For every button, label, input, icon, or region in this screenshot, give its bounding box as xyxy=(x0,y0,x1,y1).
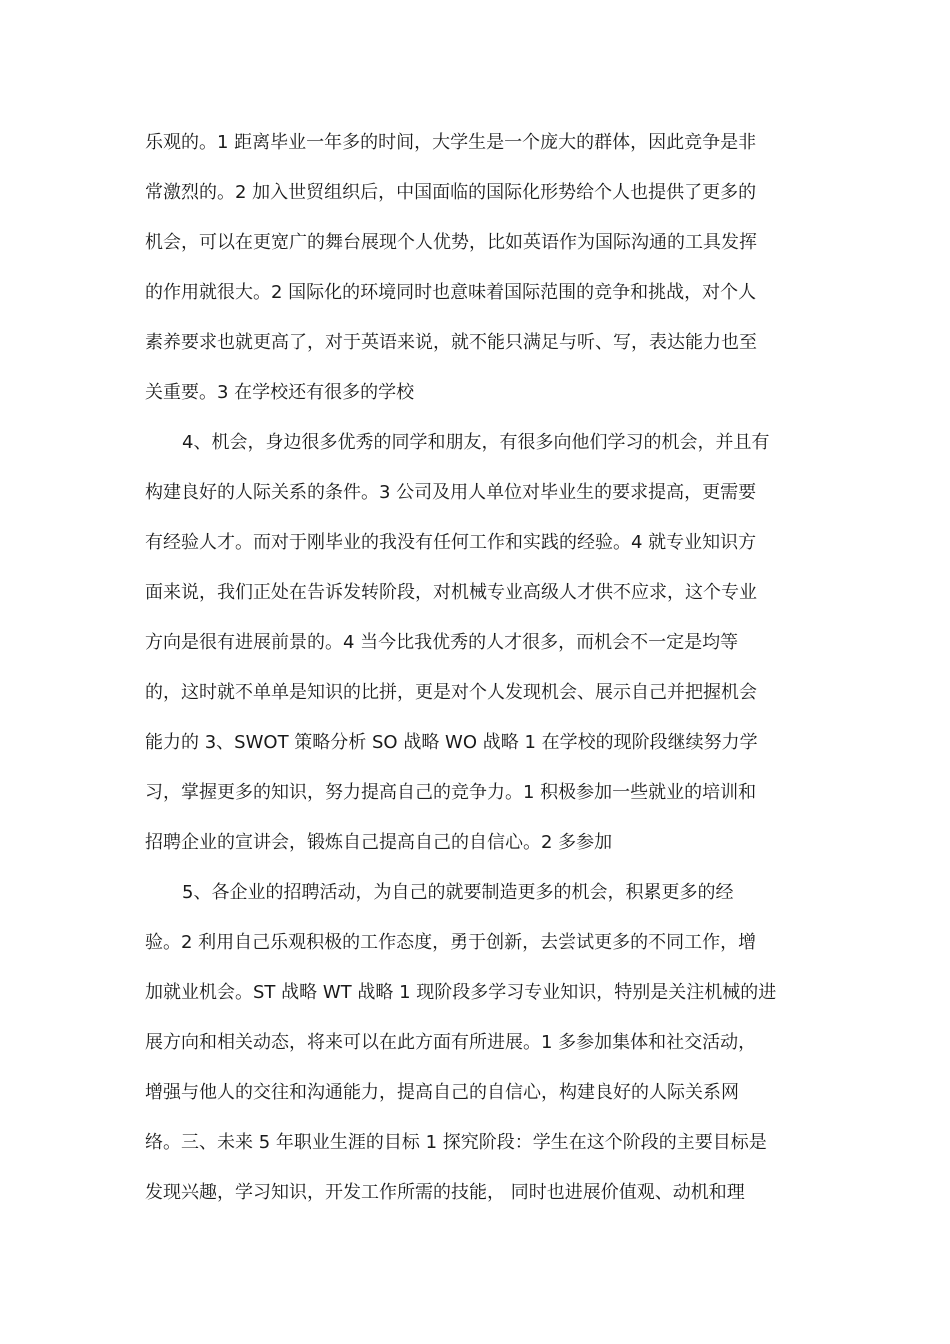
text-line: 有经验人才。而对于刚毕业的我没有任何工作和实践的经验。4 就专业知识方 xyxy=(145,532,757,553)
text-line: 加就业机会。ST 战略 WT 战略 1 现阶段多学习专业知识，特别是关注机械的进 xyxy=(145,982,777,1003)
text-line: 络。三、未来 5 年职业生涯的目标 1 探究阶段：学生在这个阶段的主要目标是 xyxy=(145,1132,767,1153)
text-line: 验。2 利用自己乐观积极的工作态度，勇于创新，去尝试更多的不同工作，增 xyxy=(145,932,757,953)
text-line: 展方向和相关动态，将来可以在此方面有所进展。1 多参加集体和社交活动， xyxy=(145,1032,757,1053)
text-line: 构建良好的人际关系的条件。3 公司及用人单位对毕业生的要求提高，更需要 xyxy=(145,482,757,503)
text-line: 素养要求也就更高了，对于英语来说，就不能只满足与听、写，表达能力也至 xyxy=(145,332,757,353)
paragraph-start-line: 5、各企业的招聘活动，为自己的就要制造更多的机会，积累更多的经 xyxy=(182,882,734,903)
text-line: 常激烈的。2 加入世贸组织后，中国面临的国际化形势给个人也提供了更多的 xyxy=(145,182,757,203)
text-line: 关重要。3 在学校还有很多的学校 xyxy=(145,382,415,403)
text-line: 方向是很有进展前景的。4 当今比我优秀的人才很多，而机会不一定是均等 xyxy=(145,632,739,653)
text-line: 招聘企业的宣讲会，锻炼自己提高自己的自信心。2 多参加 xyxy=(145,832,613,853)
text-line: 能力的 3、SWOT 策略分析 SO 战略 WO 战略 1 在学校的现阶段继续努力学 xyxy=(145,732,758,753)
text-line: 面来说，我们正处在告诉发转阶段，对机械专业高级人才供不应求，这个专业 xyxy=(145,582,757,603)
text-line: 习，掌握更多的知识，努力提高自己的竞争力。1 积极参加一些就业的培训和 xyxy=(145,782,757,803)
paragraph-start-line: 4、机会，身边很多优秀的同学和朋友，有很多向他们学习的机会，并且有 xyxy=(182,432,770,453)
text-line: 的作用就很大。2 国际化的环境同时也意味着国际范围的竞争和挑战，对个人 xyxy=(145,282,757,303)
text-line: 增强与他人的交往和沟通能力，提高自己的自信心，构建良好的人际关系网 xyxy=(145,1082,739,1103)
text-line: 乐观的。1 距离毕业一年多的时间，大学生是一个庞大的群体，因此竞争是非 xyxy=(145,132,757,153)
text-line: 的，这时就不单单是知识的比拼，更是对个人发现机会、展示自己并把握机会 xyxy=(145,682,757,703)
text-line: 机会，可以在更宽广的舞台展现个人优势，比如英语作为国际沟通的工具发挥 xyxy=(145,232,757,253)
text-line: 发现兴趣，学习知识，开发工作所需的技能， 同时也进展价值观、动机和理 xyxy=(145,1182,745,1203)
